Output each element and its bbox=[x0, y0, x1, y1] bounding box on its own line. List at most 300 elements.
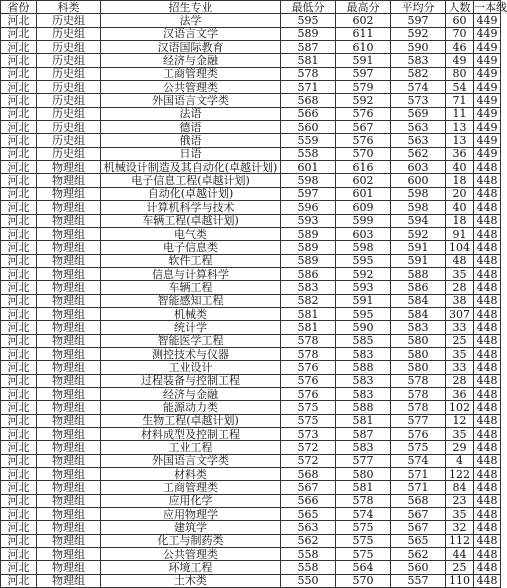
cell-min-score: 568 bbox=[281, 94, 336, 107]
cell-count: 23 bbox=[446, 494, 474, 507]
table-row bbox=[1, 441, 501, 454]
table-row bbox=[1, 134, 501, 147]
cell-tier1-line: 448 bbox=[474, 334, 501, 347]
cell-major: 工业工程 bbox=[101, 441, 281, 454]
cell-max-score: 579 bbox=[336, 81, 391, 94]
cell-max-score: 588 bbox=[336, 401, 391, 414]
cell-subject-group: 物理组 bbox=[37, 161, 101, 174]
cell-tier1-line: 448 bbox=[474, 454, 501, 467]
cell-province: 河北 bbox=[1, 441, 37, 454]
cell-major: 公共管理类 bbox=[101, 548, 281, 561]
cell-major: 公共管理类 bbox=[101, 81, 281, 94]
cell-major: 环境工程 bbox=[101, 561, 281, 574]
cell-province: 河北 bbox=[1, 227, 37, 240]
cell-min-score: 581 bbox=[281, 321, 336, 334]
cell-count: 4 bbox=[446, 454, 474, 467]
cell-avg-score: 592 bbox=[391, 227, 446, 240]
cell-tier1-line: 448 bbox=[474, 481, 501, 494]
cell-min-score: 597 bbox=[281, 187, 336, 200]
cell-min-score: 581 bbox=[281, 54, 336, 67]
cell-major: 化工与制药类 bbox=[101, 534, 281, 547]
header-row bbox=[1, 1, 501, 14]
cell-tier1-line: 449 bbox=[474, 81, 501, 94]
cell-avg-score: 567 bbox=[391, 521, 446, 534]
cell-min-score: 567 bbox=[281, 481, 336, 494]
table-row bbox=[1, 107, 501, 120]
header-major: 招生专业 bbox=[101, 1, 281, 14]
table-row bbox=[1, 267, 501, 280]
cell-avg-score: 563 bbox=[391, 121, 446, 134]
cell-major: 智能感知工程 bbox=[101, 294, 281, 307]
cell-max-score: 574 bbox=[336, 508, 391, 521]
cell-province: 河北 bbox=[1, 201, 37, 214]
cell-count: 102 bbox=[446, 401, 474, 414]
cell-count: 13 bbox=[446, 121, 474, 134]
cell-count: 18 bbox=[446, 214, 474, 227]
cell-major: 智能医学工程 bbox=[101, 334, 281, 347]
cell-avg-score: 560 bbox=[391, 561, 446, 574]
cell-avg-score: 568 bbox=[391, 494, 446, 507]
cell-subject-group: 物理组 bbox=[37, 548, 101, 561]
cell-min-score: 581 bbox=[281, 307, 336, 320]
cell-province: 河北 bbox=[1, 494, 37, 507]
cell-count: 33 bbox=[446, 361, 474, 374]
cell-count: 20 bbox=[446, 187, 474, 200]
table-row bbox=[1, 387, 501, 400]
cell-major: 应用化学 bbox=[101, 494, 281, 507]
cell-major: 电子信息类 bbox=[101, 241, 281, 254]
cell-province: 河北 bbox=[1, 508, 37, 521]
cell-max-score: 575 bbox=[336, 534, 391, 547]
cell-tier1-line: 448 bbox=[474, 321, 501, 334]
cell-avg-score: 598 bbox=[391, 187, 446, 200]
cell-count: 48 bbox=[446, 254, 474, 267]
table-row bbox=[1, 508, 501, 521]
header-count: 人数 bbox=[446, 1, 474, 14]
table-row bbox=[1, 534, 501, 547]
cell-subject-group: 物理组 bbox=[37, 508, 101, 521]
table-row bbox=[1, 574, 501, 587]
cell-avg-score: 574 bbox=[391, 454, 446, 467]
cell-count: 13 bbox=[446, 134, 474, 147]
cell-tier1-line: 448 bbox=[474, 361, 501, 374]
cell-major: 法语 bbox=[101, 107, 281, 120]
cell-province: 河北 bbox=[1, 401, 37, 414]
header-subject-group: 科类 bbox=[37, 1, 101, 14]
cell-min-score: 568 bbox=[281, 468, 336, 481]
cell-tier1-line: 448 bbox=[474, 468, 501, 481]
cell-subject-group: 物理组 bbox=[37, 574, 101, 587]
cell-count: 112 bbox=[446, 534, 474, 547]
cell-tier1-line: 448 bbox=[474, 201, 501, 214]
cell-max-score: 590 bbox=[336, 321, 391, 334]
cell-max-score: 598 bbox=[336, 241, 391, 254]
table-row bbox=[1, 241, 501, 254]
cell-max-score: 597 bbox=[336, 67, 391, 80]
cell-max-score: 583 bbox=[336, 441, 391, 454]
cell-max-score: 592 bbox=[336, 267, 391, 280]
cell-avg-score: 583 bbox=[391, 54, 446, 67]
header-max-score: 最高分 bbox=[336, 1, 391, 14]
cell-count: 70 bbox=[446, 27, 474, 40]
cell-avg-score: 578 bbox=[391, 374, 446, 387]
cell-max-score: 602 bbox=[336, 14, 391, 27]
cell-subject-group: 物理组 bbox=[37, 454, 101, 467]
cell-subject-group: 物理组 bbox=[37, 428, 101, 441]
cell-count: 44 bbox=[446, 548, 474, 561]
cell-max-score: 583 bbox=[336, 347, 391, 360]
cell-tier1-line: 449 bbox=[474, 94, 501, 107]
cell-max-score: 603 bbox=[336, 227, 391, 240]
cell-avg-score: 575 bbox=[391, 441, 446, 454]
cell-subject-group: 物理组 bbox=[37, 401, 101, 414]
cell-count: 122 bbox=[446, 468, 474, 481]
cell-count: 36 bbox=[446, 387, 474, 400]
cell-tier1-line: 448 bbox=[474, 374, 501, 387]
cell-province: 河北 bbox=[1, 361, 37, 374]
cell-count: 84 bbox=[446, 481, 474, 494]
table-row bbox=[1, 227, 501, 240]
cell-avg-score: 573 bbox=[391, 94, 446, 107]
cell-min-score: 589 bbox=[281, 27, 336, 40]
cell-max-score: 570 bbox=[336, 147, 391, 160]
cell-subject-group: 物理组 bbox=[37, 468, 101, 481]
cell-max-score: 610 bbox=[336, 41, 391, 54]
cell-major: 材料成型及控制工程 bbox=[101, 428, 281, 441]
cell-province: 河北 bbox=[1, 41, 37, 54]
table-row bbox=[1, 334, 501, 347]
cell-avg-score: 600 bbox=[391, 174, 446, 187]
cell-min-score: 558 bbox=[281, 548, 336, 561]
cell-subject-group: 物理组 bbox=[37, 414, 101, 427]
cell-subject-group: 物理组 bbox=[37, 534, 101, 547]
cell-max-score: 585 bbox=[336, 334, 391, 347]
cell-max-score: 576 bbox=[336, 134, 391, 147]
cell-subject-group: 物理组 bbox=[37, 481, 101, 494]
cell-province: 河北 bbox=[1, 307, 37, 320]
table-row bbox=[1, 214, 501, 227]
cell-province: 河北 bbox=[1, 294, 37, 307]
table-row bbox=[1, 41, 501, 54]
cell-count: 28 bbox=[446, 281, 474, 294]
table-row bbox=[1, 161, 501, 174]
table-row bbox=[1, 67, 501, 80]
cell-min-score: 562 bbox=[281, 534, 336, 547]
cell-tier1-line: 449 bbox=[474, 134, 501, 147]
cell-major: 土木类 bbox=[101, 574, 281, 587]
cell-min-score: 576 bbox=[281, 387, 336, 400]
cell-tier1-line: 449 bbox=[474, 107, 501, 120]
cell-tier1-line: 448 bbox=[474, 347, 501, 360]
cell-count: 54 bbox=[446, 81, 474, 94]
cell-count: 18 bbox=[446, 174, 474, 187]
cell-province: 河北 bbox=[1, 161, 37, 174]
cell-count: 46 bbox=[446, 41, 474, 54]
cell-province: 河北 bbox=[1, 548, 37, 561]
cell-count: 307 bbox=[446, 307, 474, 320]
cell-tier1-line: 449 bbox=[474, 41, 501, 54]
cell-min-score: 587 bbox=[281, 41, 336, 54]
cell-major: 日语 bbox=[101, 147, 281, 160]
cell-province: 河北 bbox=[1, 454, 37, 467]
cell-tier1-line: 448 bbox=[474, 307, 501, 320]
cell-min-score: 566 bbox=[281, 107, 336, 120]
cell-count: 35 bbox=[446, 508, 474, 521]
cell-avg-score: 565 bbox=[391, 534, 446, 547]
cell-subject-group: 物理组 bbox=[37, 387, 101, 400]
cell-province: 河北 bbox=[1, 374, 37, 387]
cell-province: 河北 bbox=[1, 574, 37, 587]
cell-avg-score: 594 bbox=[391, 214, 446, 227]
cell-count: 71 bbox=[446, 94, 474, 107]
cell-avg-score: 588 bbox=[391, 267, 446, 280]
cell-major: 汉语言文学 bbox=[101, 27, 281, 40]
cell-province: 河北 bbox=[1, 121, 37, 134]
cell-subject-group: 物理组 bbox=[37, 521, 101, 534]
cell-tier1-line: 448 bbox=[474, 387, 501, 400]
cell-max-score: 570 bbox=[336, 574, 391, 587]
cell-avg-score: 569 bbox=[391, 107, 446, 120]
cell-subject-group: 物理组 bbox=[37, 187, 101, 200]
cell-major: 软件工程 bbox=[101, 254, 281, 267]
table-row bbox=[1, 201, 501, 214]
cell-province: 河北 bbox=[1, 187, 37, 200]
cell-avg-score: 580 bbox=[391, 334, 446, 347]
cell-province: 河北 bbox=[1, 94, 37, 107]
cell-subject-group: 历史组 bbox=[37, 94, 101, 107]
table-row bbox=[1, 374, 501, 387]
cell-subject-group: 历史组 bbox=[37, 41, 101, 54]
cell-province: 河北 bbox=[1, 81, 37, 94]
cell-tier1-line: 449 bbox=[474, 147, 501, 160]
cell-major: 能源动力类 bbox=[101, 401, 281, 414]
table-body bbox=[1, 14, 501, 588]
cell-max-score: 602 bbox=[336, 174, 391, 187]
cell-max-score: 576 bbox=[336, 107, 391, 120]
cell-min-score: 565 bbox=[281, 508, 336, 521]
cell-subject-group: 历史组 bbox=[37, 81, 101, 94]
cell-avg-score: 562 bbox=[391, 147, 446, 160]
cell-max-score: 601 bbox=[336, 187, 391, 200]
cell-avg-score: 567 bbox=[391, 508, 446, 521]
cell-major: 应用物理学 bbox=[101, 508, 281, 521]
table-row bbox=[1, 548, 501, 561]
cell-max-score: 592 bbox=[336, 94, 391, 107]
cell-province: 河北 bbox=[1, 334, 37, 347]
cell-major: 自动化(卓越计划) bbox=[101, 187, 281, 200]
cell-subject-group: 物理组 bbox=[37, 254, 101, 267]
cell-max-score: 567 bbox=[336, 121, 391, 134]
cell-tier1-line: 448 bbox=[474, 428, 501, 441]
cell-subject-group: 物理组 bbox=[37, 267, 101, 280]
cell-max-score: 583 bbox=[336, 387, 391, 400]
cell-major: 经济与金融 bbox=[101, 387, 281, 400]
cell-avg-score: 571 bbox=[391, 481, 446, 494]
cell-min-score: 573 bbox=[281, 428, 336, 441]
cell-max-score: 575 bbox=[336, 521, 391, 534]
cell-count: 35 bbox=[446, 267, 474, 280]
cell-subject-group: 物理组 bbox=[37, 307, 101, 320]
cell-major: 计算机科学与技术 bbox=[101, 201, 281, 214]
cell-avg-score: 582 bbox=[391, 67, 446, 80]
table-row bbox=[1, 147, 501, 160]
cell-min-score: 598 bbox=[281, 174, 336, 187]
cell-tier1-line: 448 bbox=[474, 241, 501, 254]
header-tier1-line: 一本线 bbox=[474, 0, 507, 14]
cell-major: 机械设计制造及其自动化(卓越计划) bbox=[101, 161, 281, 174]
header-province: 省份 bbox=[1, 1, 37, 14]
cell-min-score: 572 bbox=[281, 441, 336, 454]
cell-subject-group: 物理组 bbox=[37, 334, 101, 347]
cell-province: 河北 bbox=[1, 254, 37, 267]
cell-min-score: 563 bbox=[281, 521, 336, 534]
cell-subject-group: 历史组 bbox=[37, 14, 101, 27]
cell-avg-score: 603 bbox=[391, 161, 446, 174]
cell-avg-score: 563 bbox=[391, 134, 446, 147]
cell-subject-group: 物理组 bbox=[37, 281, 101, 294]
cell-avg-score: 576 bbox=[391, 428, 446, 441]
table-row bbox=[1, 347, 501, 360]
cell-min-score: 578 bbox=[281, 334, 336, 347]
cell-avg-score: 580 bbox=[391, 361, 446, 374]
table-row bbox=[1, 281, 501, 294]
table-row bbox=[1, 428, 501, 441]
cell-count: 35 bbox=[446, 428, 474, 441]
cell-major: 工商管理类 bbox=[101, 481, 281, 494]
table-row bbox=[1, 321, 501, 334]
cell-major: 信息与计算科学 bbox=[101, 267, 281, 280]
cell-subject-group: 历史组 bbox=[37, 107, 101, 120]
cell-count: 104 bbox=[446, 241, 474, 254]
cell-major: 车辆工程(卓越计划) bbox=[101, 214, 281, 227]
table-row bbox=[1, 521, 501, 534]
cell-min-score: 576 bbox=[281, 374, 336, 387]
cell-min-score: 566 bbox=[281, 494, 336, 507]
cell-subject-group: 物理组 bbox=[37, 227, 101, 240]
cell-tier1-line: 448 bbox=[474, 174, 501, 187]
cell-count: 60 bbox=[446, 14, 474, 27]
cell-count: 35 bbox=[446, 347, 474, 360]
cell-province: 河北 bbox=[1, 147, 37, 160]
cell-min-score: 582 bbox=[281, 294, 336, 307]
cell-avg-score: 597 bbox=[391, 14, 446, 27]
cell-major: 经济与金融 bbox=[101, 54, 281, 67]
cell-province: 河北 bbox=[1, 534, 37, 547]
table-row bbox=[1, 121, 501, 134]
cell-major: 过程装备与控制工程 bbox=[101, 374, 281, 387]
cell-avg-score: 586 bbox=[391, 281, 446, 294]
cell-major: 电气类 bbox=[101, 227, 281, 240]
table-row bbox=[1, 294, 501, 307]
cell-max-score: 616 bbox=[336, 161, 391, 174]
cell-subject-group: 历史组 bbox=[37, 134, 101, 147]
cell-tier1-line: 448 bbox=[474, 401, 501, 414]
cell-max-score: 581 bbox=[336, 414, 391, 427]
cell-tier1-line: 448 bbox=[474, 548, 501, 561]
cell-avg-score: 580 bbox=[391, 347, 446, 360]
cell-min-score: 550 bbox=[281, 574, 336, 587]
cell-min-score: 558 bbox=[281, 147, 336, 160]
table-row bbox=[1, 494, 501, 507]
cell-subject-group: 物理组 bbox=[37, 321, 101, 334]
cell-major: 生物工程(卓越计划) bbox=[101, 414, 281, 427]
cell-tier1-line: 449 bbox=[474, 121, 501, 134]
cell-tier1-line: 448 bbox=[474, 161, 501, 174]
table-row bbox=[1, 481, 501, 494]
cell-province: 河北 bbox=[1, 521, 37, 534]
table-row bbox=[1, 454, 501, 467]
cell-min-score: 576 bbox=[281, 361, 336, 374]
cell-tier1-line: 448 bbox=[474, 187, 501, 200]
cell-major: 电子信息工程(卓越计划) bbox=[101, 174, 281, 187]
cell-province: 河北 bbox=[1, 414, 37, 427]
cell-count: 11 bbox=[446, 107, 474, 120]
cell-subject-group: 物理组 bbox=[37, 174, 101, 187]
cell-major: 测控技术与仪器 bbox=[101, 347, 281, 360]
cell-tier1-line: 448 bbox=[474, 414, 501, 427]
cell-province: 河北 bbox=[1, 107, 37, 120]
cell-count: 29 bbox=[446, 441, 474, 454]
cell-province: 河北 bbox=[1, 387, 37, 400]
cell-max-score: 581 bbox=[336, 481, 391, 494]
cell-min-score: 575 bbox=[281, 414, 336, 427]
cell-major: 机械类 bbox=[101, 307, 281, 320]
cell-province: 河北 bbox=[1, 134, 37, 147]
cell-subject-group: 历史组 bbox=[37, 121, 101, 134]
cell-max-score: 577 bbox=[336, 454, 391, 467]
table-row bbox=[1, 54, 501, 67]
cell-min-score: 572 bbox=[281, 454, 336, 467]
cell-count: 38 bbox=[446, 294, 474, 307]
cell-min-score: 575 bbox=[281, 401, 336, 414]
cell-major: 法学 bbox=[101, 14, 281, 27]
cell-min-score: 589 bbox=[281, 254, 336, 267]
cell-min-score: 578 bbox=[281, 347, 336, 360]
table-row bbox=[1, 174, 501, 187]
cell-major: 建筑学 bbox=[101, 521, 281, 534]
cell-count: 40 bbox=[446, 161, 474, 174]
cell-min-score: 560 bbox=[281, 121, 336, 134]
cell-subject-group: 物理组 bbox=[37, 441, 101, 454]
cell-max-score: 593 bbox=[336, 281, 391, 294]
cell-max-score: 609 bbox=[336, 201, 391, 214]
cell-avg-score: 562 bbox=[391, 548, 446, 561]
cell-min-score: 596 bbox=[281, 201, 336, 214]
cell-subject-group: 历史组 bbox=[37, 67, 101, 80]
cell-tier1-line: 448 bbox=[474, 227, 501, 240]
cell-count: 32 bbox=[446, 521, 474, 534]
cell-min-score: 559 bbox=[281, 134, 336, 147]
cell-max-score: 580 bbox=[336, 468, 391, 481]
cell-max-score: 564 bbox=[336, 561, 391, 574]
table-row bbox=[1, 81, 501, 94]
cell-max-score: 583 bbox=[336, 374, 391, 387]
cell-count: 49 bbox=[446, 54, 474, 67]
cell-subject-group: 历史组 bbox=[37, 147, 101, 160]
cell-major: 外国语言文学类 bbox=[101, 94, 281, 107]
cell-min-score: 601 bbox=[281, 161, 336, 174]
cell-avg-score: 578 bbox=[391, 387, 446, 400]
cell-avg-score: 591 bbox=[391, 241, 446, 254]
cell-major: 工业设计 bbox=[101, 361, 281, 374]
cell-min-score: 589 bbox=[281, 241, 336, 254]
cell-avg-score: 577 bbox=[391, 414, 446, 427]
cell-tier1-line: 449 bbox=[474, 54, 501, 67]
table-row bbox=[1, 14, 501, 27]
cell-province: 河北 bbox=[1, 214, 37, 227]
cell-min-score: 583 bbox=[281, 281, 336, 294]
cell-avg-score: 557 bbox=[391, 574, 446, 587]
